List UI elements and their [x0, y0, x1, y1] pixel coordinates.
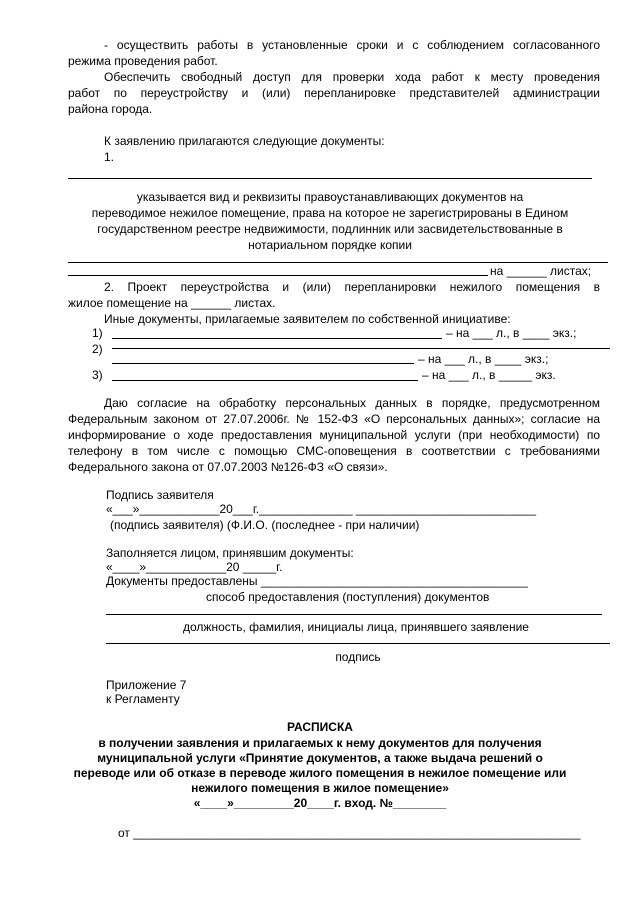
fill-line	[68, 275, 488, 276]
receipt-from: от ___________________________________________________________________	[118, 826, 581, 840]
consent-text: Федерального закона от 07.07.2003 №126-ФЗ «О связи».	[68, 460, 388, 474]
doc-item-2: 2. Проект переустройства и (или) перепланировки нежилого помещения в	[104, 280, 600, 294]
receipt-text: нежилого помещения в жилое помещение»	[191, 781, 449, 795]
docs-given: Документы предоставлены ________________________________________	[106, 574, 528, 588]
consent-text: информирование о ходе предоставления муниципальной услуги (при необходимости) по	[68, 428, 600, 442]
text-line: - осуществить работы в установленные сроки и с соблюдением согласованного	[104, 38, 600, 52]
receipt-text: в получении заявления и прилагаемых к нему документов для получения	[98, 736, 542, 750]
receiver-date: «____»____________20 _____г.	[106, 560, 283, 574]
fill-line	[112, 363, 414, 364]
method-caption: способ предоставления (поступления) документов	[206, 590, 490, 604]
row-number: 3)	[92, 368, 103, 382]
other-docs-title: Иные документы, прилагаемые заявителем по собственной инициативе:	[104, 312, 511, 326]
field-note: государственном реестре недвижимости, подлинник или засвидетельствованные в	[97, 222, 563, 236]
doc-item-number: 1.	[104, 150, 115, 164]
sign-caption: подпись	[335, 650, 381, 664]
row-number: 2)	[92, 342, 103, 356]
receipt-title: РАСПИСКА	[287, 720, 353, 734]
text-line: работ по переустройству и (или) перепланировке представителей администрации	[68, 86, 600, 100]
receipt-text: муниципальной услуги «Принятие документов, а также выдача решений о	[97, 751, 543, 765]
sheets-count: на ______ листах;	[490, 264, 592, 278]
doc-item-2-cont: жилое помещение на ______ листах.	[68, 296, 276, 310]
consent-text: Даю согласие на обработку персональных данных в порядке, предусмотренном	[104, 396, 600, 410]
receiver-title: Заполняется лицом, принявшим документы:	[106, 546, 354, 560]
receipt-number: «____»_________20____г. вход. №________	[193, 796, 447, 810]
fill-line	[68, 178, 592, 179]
fill-line	[106, 643, 610, 644]
appendix-label: Приложение 7	[106, 678, 187, 692]
consent-text: Федеральным законом от 27.07.2006г. № 152-ФЗ «О персональных данных»; согласие на	[68, 412, 600, 426]
receipt-text: переводе или об отказе в переводе жилого помещения в нежилое помещение или	[73, 766, 567, 780]
fill-line	[106, 614, 602, 615]
row-tail: – на ___ л., в ____ экз.;	[418, 352, 549, 366]
text-line: района города.	[68, 102, 153, 116]
field-note: нотариальном порядке копии	[248, 238, 412, 252]
row-number: 1)	[92, 326, 103, 340]
appendix-label: к Регламенту	[106, 692, 180, 706]
position-caption: должность, фамилия, инициалы лица, принявшего заявление	[183, 620, 529, 634]
consent-text: телефону в том числе с помощью СМС-оповещения в соответствии с требованиями	[68, 444, 600, 458]
field-note: переводимое нежилое помещение, права на которое не зарегистрированы в Едином	[91, 206, 569, 220]
fill-line	[112, 380, 418, 381]
signature-caption: (подпись заявителя) (Ф.И.О. (последнее - при наличии)	[110, 518, 420, 532]
row-tail: – на ___ л., в _____ экз.	[422, 368, 556, 382]
field-note: указывается вид и реквизиты правоустанавливающих документов на	[136, 190, 524, 204]
row-tail: – на ___ л., в ____ экз.;	[446, 326, 577, 340]
fill-line	[68, 262, 608, 263]
text-line: Обеспечить свободный доступ для проверки хода работ к месту проведения	[104, 70, 600, 84]
signature-date: «___»____________20___г.______________ ___________________________	[106, 502, 537, 516]
signature-title: Подпись заявителя	[106, 488, 214, 502]
fill-line	[112, 348, 610, 349]
docs-intro: К заявлению прилагаются следующие документы:	[104, 134, 385, 148]
text-line: режима проведения работ.	[68, 54, 218, 68]
fill-line	[112, 338, 442, 339]
